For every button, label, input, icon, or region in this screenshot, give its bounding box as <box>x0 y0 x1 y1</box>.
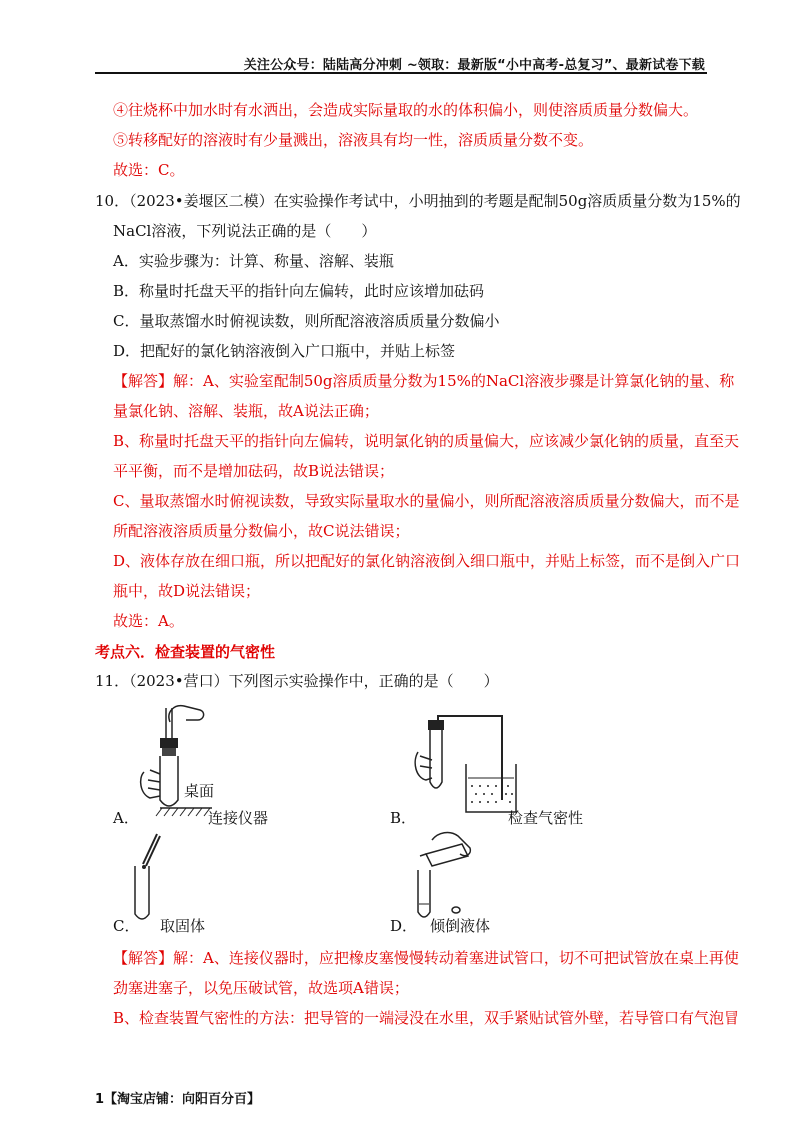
figure-a-label: 桌面 <box>184 782 215 800</box>
page-footer: 1【淘宝店铺：向阳百分百】 <box>95 1092 261 1107</box>
figure-a-connect-apparatus <box>130 700 250 820</box>
figure-b-airtightness-check <box>410 712 520 822</box>
prev-answer-item4: ④往烧杯中加水时有水洒出，会造成实际量取的水的体积偏小，则使溶质质量分数偏大。 <box>113 101 699 119</box>
figure-b-caption: 检查气密性 <box>508 809 584 827</box>
q10-option-c: C．量取蒸馏水时俯视读数，则所配溶液溶质质量分数偏小 <box>113 312 500 330</box>
figure-d-caption: 倾倒液体 <box>430 917 491 935</box>
header-text: 关注公众号：陆陆高分冲刺 ~领取：最新版“小中高考-总复习”、最新试卷下载 <box>243 58 705 73</box>
q10-option-b: B．称量时托盘天平的指针向左偏转，此时应该增加砝码 <box>113 282 485 300</box>
figure-c-letter: C． <box>113 917 140 935</box>
figure-d-letter: D． <box>390 917 418 935</box>
q10-option-d: D．把配好的氯化钠溶液倒入广口瓶中，并贴上标签 <box>113 342 456 360</box>
q10-answer-choice: 故选：A。 <box>113 612 184 630</box>
q10-stem-line2: NaCl溶液，下列说法正确的是（ ） <box>113 222 377 240</box>
q11-answer-line: 【解答】解：A、连接仪器时，应把橡皮塞慢慢转动着塞进试管口，切不可把试管放在桌上再使 <box>113 949 739 967</box>
q10-option-a: A．实验步骤为：计算、称量、溶解、装瓶 <box>113 252 394 270</box>
prev-answer-item5: ⑤转移配好的溶液时有少量溅出，溶液具有均一性，溶质质量分数不变。 <box>113 131 594 149</box>
figure-b-letter: B． <box>390 809 417 827</box>
q10-answer-line: 量氯化钠、溶解、装瓶，故A说法正确； <box>113 402 379 420</box>
q10-answer-line: 平平衡，而不是增加砝码，故B说法错误； <box>113 462 395 480</box>
q10-answer-line: B、称量时托盘天平的指针向左偏转，说明氯化钠的质量偏大，应该减少氯化钠的质量，直至天 <box>113 432 740 450</box>
q11-answer-line: B、检查装置气密性的方法：把导管的一端浸没在水里，双手紧贴试管外壁，若导管口有气泡冒 <box>113 1009 740 1027</box>
figure-a-letter: A． <box>113 809 139 827</box>
prev-answer-choice: 故选：C。 <box>113 161 185 179</box>
page-header <box>95 54 707 74</box>
q10-answer-line: 所配溶液溶质质量分数偏小，故C说法错误； <box>113 522 410 540</box>
q11-answer-line: 劲塞进塞子，以免压破试管，故选项A错误； <box>113 979 409 997</box>
q11-stem: 11．（2023•营口）下列图示实验操作中，正确的是（ ） <box>95 672 499 690</box>
figure-d-pour-liquid <box>410 826 480 926</box>
section-title: 考点六．检查装置的气密性 <box>95 643 276 661</box>
q10-answer-line: 【解答】解：A、实验室配制50g溶质质量分数为15%的NaCl溶液步骤是计算氯化钠的量、称 <box>113 372 735 390</box>
q10-answer-line: 瓶中，故D说法错误； <box>113 582 261 600</box>
q10-stem-line1: 10．（2023•姜堰区二模）在实验操作考试中，小明抽到的考题是配制50g溶质质量分数为15%的 <box>95 192 741 210</box>
figure-a-caption: 连接仪器 <box>208 809 269 827</box>
q10-answer-line: C、量取蒸馏水时俯视读数，导致实际量取水的量偏小，则所配溶液溶质质量分数偏大，而不是 <box>113 492 740 510</box>
q10-answer-line: D、液体存放在细口瓶，所以把配好的氯化钠溶液倒入细口瓶中，并贴上标签，而不是倒入广口 <box>113 552 741 570</box>
figure-c-caption: 取固体 <box>160 917 206 935</box>
